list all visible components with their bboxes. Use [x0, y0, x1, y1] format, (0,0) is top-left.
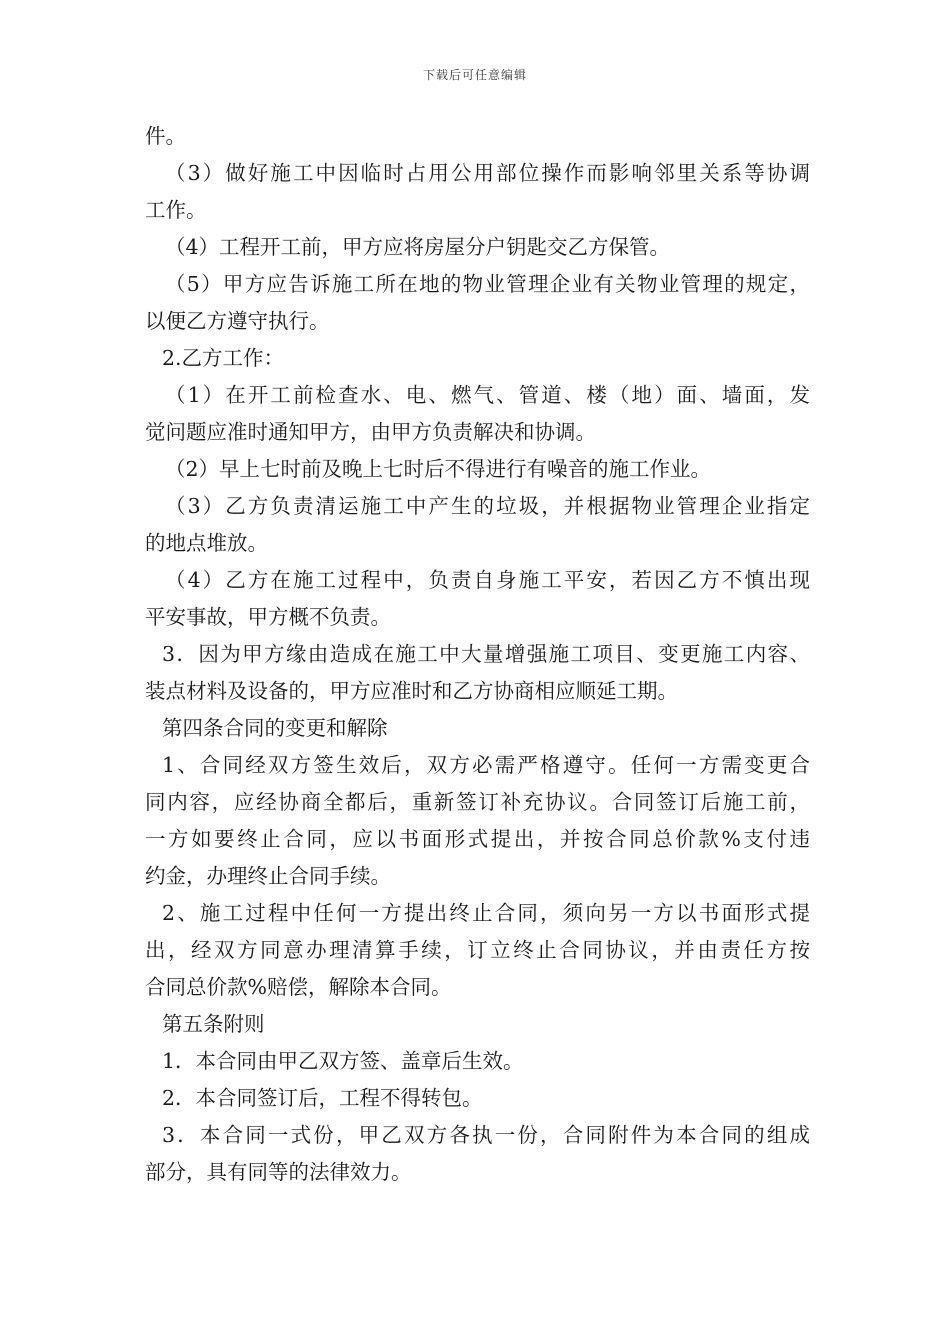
text-line: 以便乙方遵守执行。: [145, 309, 330, 333]
text-line: 约金，办理终止合同手续。: [145, 864, 391, 888]
text-line: （3）做好施工中因临时占用公用部位操作而影响邻里关系等协调: [165, 161, 810, 185]
text-line: （2）早上七时前及晚上七时后不得进行有噪音的施工作业。: [165, 457, 712, 481]
text-line: 出，经双方同意办理清算手续，订立终止合同协议，并由责任方按: [145, 938, 810, 962]
text-line: 件。: [145, 124, 186, 148]
text-line: 1、合同经双方签生效后，双方必需严格遵守。任何一方需变更合: [162, 753, 810, 777]
text-line: 3．本合同一式份，甲乙双方各执一份，合同附件为本合同的组成: [162, 1123, 810, 1147]
document-body: [145, 118, 810, 1191]
section-heading: 2.乙方工作：: [162, 346, 285, 370]
text-line: 合同总价款%赔偿，解除本合同。: [145, 975, 452, 999]
text-line: （4）工程开工前，甲方应将房屋分户钥匙交乙方保管。: [165, 235, 671, 259]
text-line: 装点材料及设备的，甲方应准时和乙方协商相应顺延工期。: [145, 679, 678, 703]
text-line: 觉问题应准时通知甲方，由甲方负责解决和协调。: [145, 420, 596, 444]
text-line: （5）甲方应告诉施工所在地的物业管理企业有关物业管理的规定，: [165, 272, 810, 296]
text-line: （4）乙方在施工过程中，负责自身施工平安，若因乙方不慎出现: [165, 568, 810, 592]
page-header: 下载后可任意编辑: [422, 68, 527, 82]
article-heading: 第五条附则: [162, 1012, 265, 1036]
text-line: 1．本合同由甲乙双方签、盖章后生效。: [162, 1049, 524, 1073]
text-line: 一方如要终止合同，应以书面形式提出，并按合同总价款%支付违: [145, 827, 810, 851]
text-line: 2．本合同签订后，工程不得转包。: [162, 1086, 483, 1110]
text-line: 工作。: [145, 198, 207, 222]
text-line: 同内容，应经协商全都后，重新签订补充协议。合同签订后施工前，: [145, 790, 810, 814]
text-line: （3）乙方负责清运施工中产生的垃圾，并根据物业管理企业指定: [165, 494, 810, 518]
text-line: （1）在开工前检查水、电、燃气、管道、楼（地）面、墙面，发: [165, 383, 810, 407]
text-line: 部分，具有同等的法律效力。: [145, 1160, 412, 1184]
text-line: 的地点堆放。: [145, 531, 268, 555]
text-line: 3．因为甲方缘由造成在施工中大量增强施工项目、变更施工内容、: [162, 642, 810, 666]
article-heading: 第四条合同的变更和解除: [162, 716, 388, 740]
text-line: 2、施工过程中任何一方提出终止合同，须向另一方以书面形式提: [162, 901, 810, 925]
text-line: 平安事故，甲方概不负责。: [145, 605, 391, 629]
